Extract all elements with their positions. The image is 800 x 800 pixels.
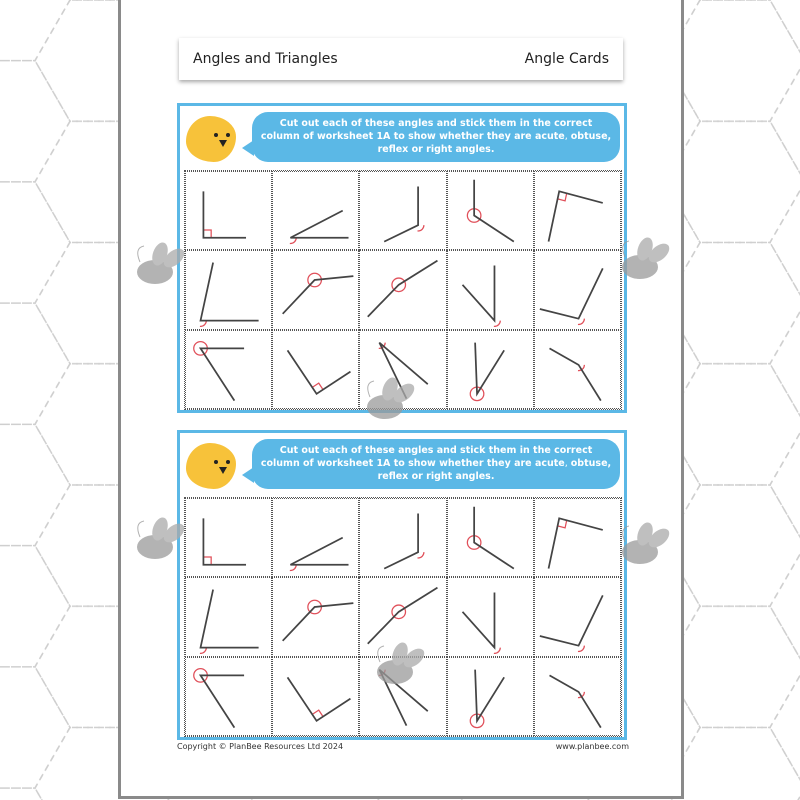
angle-drawing xyxy=(273,578,358,655)
angle-card[interactable] xyxy=(272,250,359,329)
angle-card[interactable] xyxy=(185,577,272,656)
angle-card[interactable] xyxy=(272,330,359,409)
instruction-bubble: Cut out each of these angles and stick them in the correct column of worksheet 1A to show whether they are acute, obtuse, reflex or right angles. xyxy=(252,112,620,162)
angle-card[interactable] xyxy=(534,657,621,736)
angle-drawing xyxy=(535,331,620,408)
angle-card[interactable] xyxy=(447,171,534,250)
angle-drawing xyxy=(273,172,358,249)
angle-drawing xyxy=(448,658,533,735)
angle-drawing xyxy=(186,251,271,328)
bee-icon xyxy=(130,515,190,565)
angle-drawing xyxy=(273,499,358,576)
bee-icon xyxy=(360,375,420,425)
angle-card-grid xyxy=(184,170,622,410)
angle-drawing xyxy=(186,499,271,576)
angle-drawing xyxy=(535,251,620,328)
angle-card[interactable] xyxy=(534,250,621,329)
angle-drawing xyxy=(448,172,533,249)
angle-card[interactable] xyxy=(185,330,272,409)
worksheet-header xyxy=(179,38,623,80)
angle-card[interactable] xyxy=(185,250,272,329)
angle-card[interactable] xyxy=(359,250,446,329)
angle-card-panel xyxy=(177,103,627,413)
angle-card[interactable] xyxy=(185,171,272,250)
angle-card[interactable] xyxy=(359,498,446,577)
worksheet-subtitle: Angle Cards xyxy=(524,51,609,67)
angle-drawing xyxy=(360,251,445,328)
angle-card[interactable] xyxy=(272,577,359,656)
angle-card[interactable] xyxy=(272,171,359,250)
angle-drawing xyxy=(186,172,271,249)
angle-card[interactable] xyxy=(447,657,534,736)
angle-drawing xyxy=(535,578,620,655)
angle-card[interactable] xyxy=(447,577,534,656)
angle-drawing xyxy=(186,658,271,735)
website: www.planbee.com xyxy=(555,742,629,751)
angle-drawing xyxy=(273,658,358,735)
bee-icon xyxy=(370,640,430,690)
angle-drawing xyxy=(273,251,358,328)
angle-card[interactable] xyxy=(185,498,272,577)
angle-card[interactable] xyxy=(447,330,534,409)
instruction-bubble: Cut out each of these angles and stick them in the correct column of worksheet 1A to show whether they are acute, obtuse, reflex or right angles. xyxy=(252,439,620,489)
bee-icon xyxy=(130,240,190,290)
angle-card[interactable] xyxy=(447,250,534,329)
angle-drawing xyxy=(448,331,533,408)
bee-icon xyxy=(615,520,675,570)
bee-icon xyxy=(615,235,675,285)
angle-drawing xyxy=(186,331,271,408)
angle-drawing xyxy=(186,578,271,655)
angle-card[interactable] xyxy=(272,498,359,577)
angle-drawing xyxy=(535,499,620,576)
chick-icon xyxy=(186,443,236,489)
chick-icon xyxy=(186,116,236,162)
angle-drawing xyxy=(535,172,620,249)
angle-card[interactable] xyxy=(534,330,621,409)
angle-drawing xyxy=(448,251,533,328)
angle-drawing xyxy=(535,658,620,735)
angle-card-panel xyxy=(177,430,627,740)
angle-card[interactable] xyxy=(359,171,446,250)
angle-card-grid xyxy=(184,497,622,737)
angle-card[interactable] xyxy=(534,577,621,656)
angle-card[interactable] xyxy=(447,498,534,577)
angle-drawing xyxy=(360,499,445,576)
angle-drawing xyxy=(448,499,533,576)
copyright: Copyright © PlanBee Resources Ltd 2024 xyxy=(177,742,344,751)
angle-card[interactable] xyxy=(272,657,359,736)
angle-drawing xyxy=(360,172,445,249)
angle-card[interactable] xyxy=(534,498,621,577)
angle-card[interactable] xyxy=(534,171,621,250)
angle-card[interactable] xyxy=(185,657,272,736)
angle-drawing xyxy=(448,578,533,655)
angle-drawing xyxy=(273,331,358,408)
worksheet-title: Angles and Triangles xyxy=(193,51,338,67)
